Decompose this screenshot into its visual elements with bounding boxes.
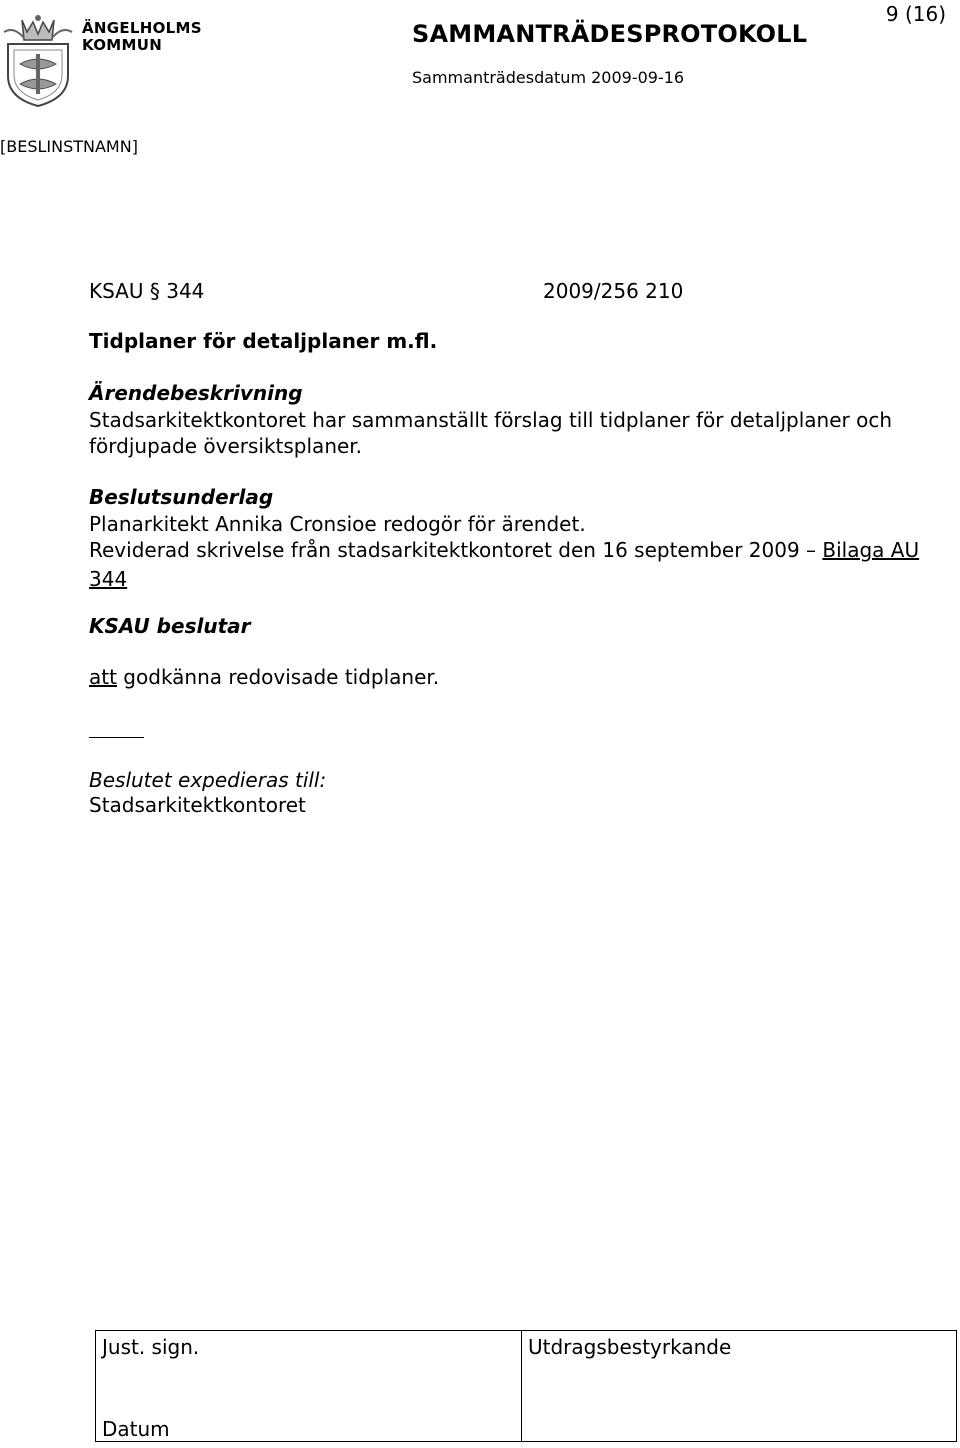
basis-heading: Beslutsunderlag bbox=[89, 485, 274, 509]
basis-line-2-text: Reviderad skrivelse från stadsarkitektkontoret den 16 september 2009 – bbox=[89, 538, 823, 562]
utdragsbestyrkande-label: Utdragsbestyrkande bbox=[528, 1335, 732, 1359]
municipality-line-1: ÄNGELHOLMS bbox=[82, 19, 202, 37]
description-line-1: Stadsarkitektkontoret har sammanställt förslag till tidplaner för detaljplaner och bbox=[89, 408, 893, 432]
document-title: SAMMANTRÄDESPROTOKOLL bbox=[412, 20, 808, 48]
case-reference: KSAU § 344 bbox=[89, 279, 205, 303]
just-sign-label: Just. sign. bbox=[102, 1335, 200, 1359]
description-line-2: fördjupade översiktsplaner. bbox=[89, 434, 363, 458]
municipal-coat-of-arms-icon bbox=[0, 14, 76, 108]
case-title: Tidplaner för detaljplaner m.fl. bbox=[89, 329, 438, 353]
decision-text: godkänna redovisade tidplaner. bbox=[116, 665, 440, 689]
signature-table-divider bbox=[521, 1331, 522, 1441]
basis-line-2 bbox=[89, 538, 919, 562]
decision-line bbox=[89, 665, 439, 689]
signature-table bbox=[95, 1330, 957, 1442]
decision-att: att bbox=[89, 665, 117, 689]
municipality-name bbox=[82, 20, 202, 54]
dispatch-recipient: Stadsarkitektkontoret bbox=[89, 793, 306, 817]
decision-body-placeholder: [BESLINSTNAMN] bbox=[0, 137, 138, 156]
municipality-line-2: KOMMUN bbox=[82, 36, 163, 54]
case-diary-number: 2009/256 210 bbox=[543, 279, 684, 303]
description-heading: Ärendebeskrivning bbox=[89, 381, 303, 405]
page-number: 9 (16) bbox=[885, 2, 946, 26]
basis-line-1: Planarkitekt Annika Cronsioe redogör för ärendet. bbox=[89, 512, 586, 536]
attachment-link[interactable]: Bilaga AU bbox=[822, 538, 920, 562]
decision-heading: KSAU beslutar bbox=[89, 614, 251, 638]
dispatch-heading: Beslutet expedieras till: bbox=[89, 768, 327, 792]
attachment-link-number[interactable]: 344 bbox=[89, 567, 128, 591]
meeting-date: Sammanträdesdatum 2009-09-16 bbox=[412, 68, 685, 87]
datum-label: Datum bbox=[102, 1417, 170, 1441]
separator-line bbox=[89, 737, 144, 738]
